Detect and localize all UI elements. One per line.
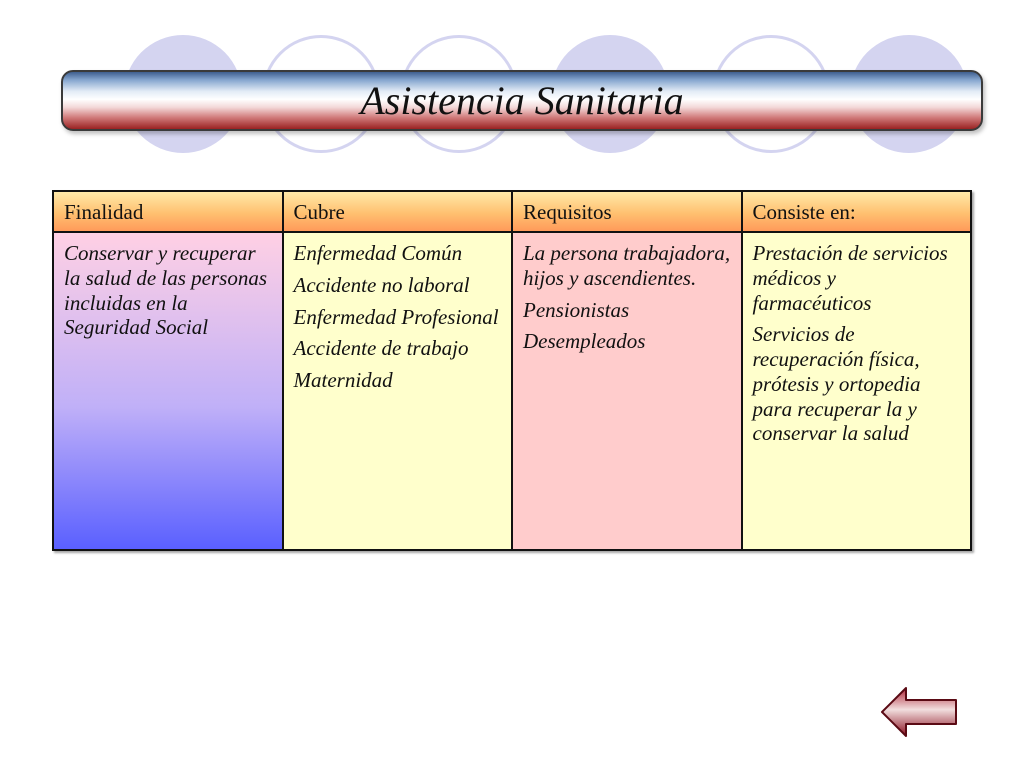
finalidad-text: Conservar y recuperar la salud de las personas incluidas en la Seguridad Social [64,241,268,340]
requisitos-item: Desempleados [523,329,646,354]
cell-cubre [283,232,513,550]
back-arrow-icon [880,686,960,738]
cubre-item: Enfermedad Común [293,241,463,265]
header-cubre: Cubre [283,191,513,232]
header-finalidad: Finalidad [53,191,283,232]
header-requisitos: Requisitos [512,191,742,232]
cubre-item: Enfermedad Profesional [293,304,499,329]
requisitos-item: Pensionistas [523,297,630,322]
page-title: Asistencia Sanitaria [360,78,684,123]
table-header-row [53,191,971,232]
consiste-item: Prestación de servicios médicos y farmacéuticos [752,241,948,315]
title-banner [61,70,983,131]
cubre-item: Accidente de trabajo [293,336,469,361]
cell-finalidad [53,232,283,550]
requisitos-item: La persona trabajadora, hijos y ascendientes. [523,241,731,290]
cell-requisitos [512,232,742,550]
cubre-item: Maternidad [293,368,393,393]
cell-consiste [742,232,972,550]
cubre-item: Accidente no laboral [293,272,470,297]
back-button[interactable] [880,686,960,738]
table-row [53,232,971,550]
header-consiste: Consiste en: [742,191,972,232]
info-table [52,190,972,551]
consiste-item: Servicios de recuperación física, prótesis y ortopedia para recuperar la y conservar la salud [752,322,921,446]
